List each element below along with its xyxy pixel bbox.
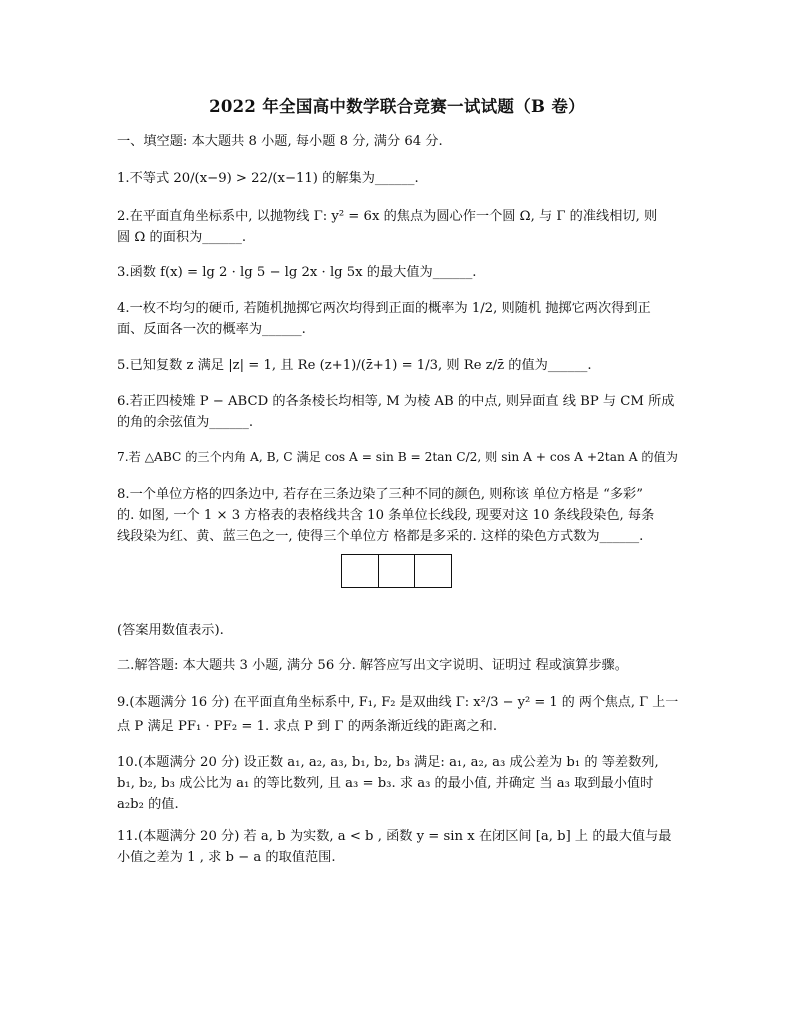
question-8-note: (答案用数值表示). bbox=[117, 623, 224, 638]
question-7: 7.若 △ABC 的三个内角 A, B, C 满足 cos A = sin B = 2tan C/2, 则 sin A + cos A +2tan A 的值为 bbox=[117, 450, 678, 464]
problem-11-line-1: 11.(本题满分 20 分) 若 a, b 为实数, a < b , 函数 y = sin x 在闭区间 [a, b] 上 的最大值与最 bbox=[117, 829, 672, 844]
question-8-line-3: 线段染为红、黄、蓝三色之一, 使得三个单位方 格都是多采的. 这样的染色方式数为______. bbox=[117, 529, 644, 544]
grid-cell bbox=[379, 555, 416, 587]
problem-11-line-2: 小值之差为 1 , 求 b − a 的取值范围. bbox=[117, 850, 336, 865]
question-5: 5.已知复数 z 满足 |z| = 1, 且 Re (z+1)/(z̄+1) = 1/3, 则 Re z/z̄ 的值为______. bbox=[117, 358, 592, 373]
grid-cell bbox=[342, 555, 379, 587]
problem-9-line-2: 点 P 满足 PF₁ · PF₂ = 1. 求点 P 到 Γ 的两条渐近线的距离之和. bbox=[117, 719, 498, 734]
question-4-line-1: 4.一枚不均匀的硬币, 若随机抛掷它两次均得到正面的概率为 1/2, 则随机 抛掷它两次得到正 bbox=[117, 301, 651, 316]
question-8-line-2: 的. 如图, 一个 1 × 3 方格表的表格线共含 10 条单位长线段, 现要对这 10 条线段染色, 每条 bbox=[117, 508, 655, 523]
question-8-line-1: 8.一个单位方格的四条边中, 若存在三条边染了三种不同的颜色, 则称该 单位方格是 “多彩” bbox=[117, 487, 643, 502]
problem-9-line-1: 9.(本题满分 16 分) 在平面直角坐标系中, F₁, F₂ 是双曲线 Γ: x²/3 − y² = 1 的 两个焦点, Γ 上一 bbox=[117, 695, 679, 710]
question-2-line-2: 圆 Ω 的面积为______. bbox=[117, 230, 247, 245]
problem-10-line-1: 10.(本题满分 20 分) 设正数 a₁, a₂, a₃, b₁, b₂, b₃ 满足: a₁, a₂, a₃ 成公差为 b₁ 的 等差数列, bbox=[117, 755, 659, 770]
question-1: 1.不等式 20/(x−9) > 22/(x−11) 的解集为______. bbox=[117, 171, 419, 186]
section-2-heading: 二.解答题: 本大题共 3 小题, 满分 56 分. 解答应写出文字说明、证明过 程或演算步骤。 bbox=[117, 658, 628, 673]
section-1-heading: 一、填空题: 本大题共 8 小题, 每小题 8 分, 满分 64 分. bbox=[117, 134, 443, 149]
question-3: 3.函数 f(x) = lg 2 · lg 5 − lg 2x · lg 5x 的最大值为______. bbox=[117, 265, 477, 280]
exam-title: 2022 年全国高中数学联合竞赛一试试题（B 卷） bbox=[209, 97, 585, 116]
grid-cell bbox=[415, 555, 451, 587]
question-2-line-1: 2.在平面直角坐标系中, 以抛物线 Γ: y² = 6x 的焦点为圆心作一个圆 Ω, 与 Γ 的准线相切, 则 bbox=[117, 209, 658, 224]
question-6-line-1: 6.若正四棱雉 P − ABCD 的各条棱长均相等, M 为棱 AB 的中点, 则异面直 线 BP 与 CM 所成 bbox=[117, 394, 675, 409]
question-6-line-2: 的角的余弦值为______. bbox=[117, 415, 254, 430]
one-by-three-grid-figure bbox=[341, 554, 452, 588]
problem-10-line-2: b₁, b₂, b₃ 成公比为 a₁ 的等比数列, 且 a₃ = b₃. 求 a₃ 的最小值, 并确定 当 a₃ 取到最小值时 bbox=[117, 776, 654, 791]
problem-10-line-3: a₂b₂ 的值. bbox=[117, 797, 179, 812]
question-4-line-2: 面、反面各一次的概率为______. bbox=[117, 322, 306, 337]
